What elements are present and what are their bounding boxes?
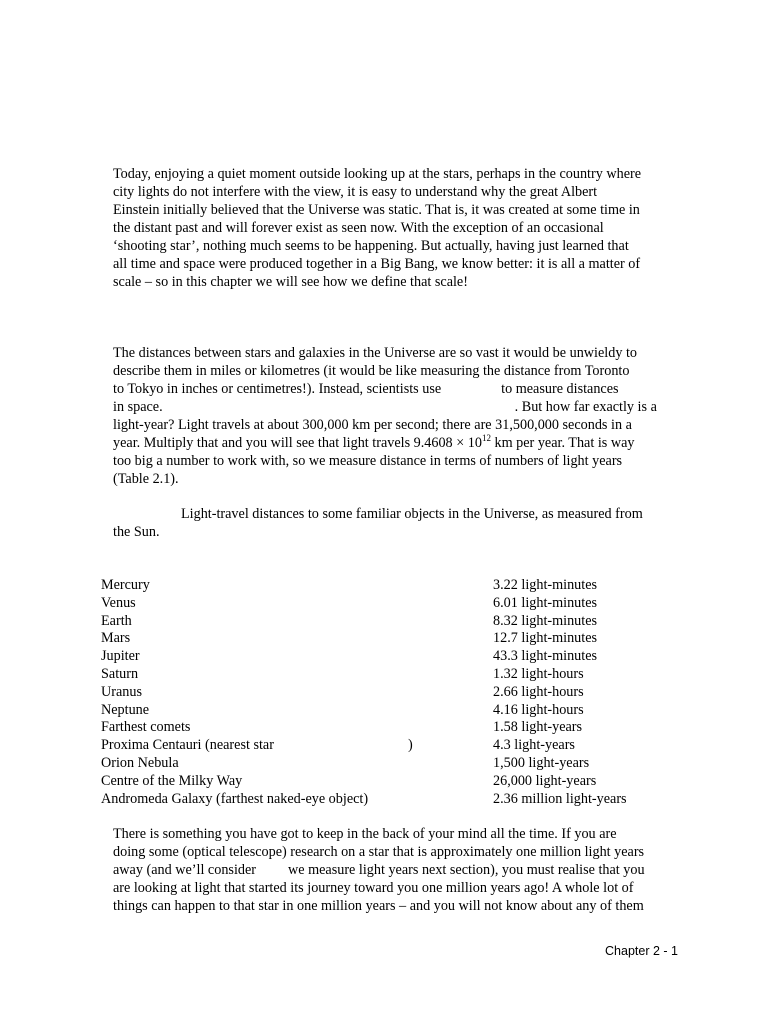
body-line: doing some (optical telescope) research on a star that is approximately one million light years [113, 844, 645, 860]
body-line [113, 434, 683, 452]
distance-cell: 1.58 light-years [493, 719, 583, 736]
caption-line [113, 505, 683, 523]
table-row [101, 737, 653, 755]
distance-table [101, 577, 653, 808]
body-line: are looking at light that started its journey toward you one million years ago! A whole lot of [113, 880, 634, 896]
object-cell: Uranus [101, 683, 142, 700]
table-row [101, 666, 653, 684]
table-row [101, 791, 653, 809]
body-line: light-year? Light travels at about 300,000 km per second; there are 31,500,000 seconds in a [113, 417, 632, 433]
body-text: km per year. That is way [490, 435, 635, 451]
body-text: in space. [113, 399, 163, 415]
table-row [101, 719, 653, 737]
body-line: There is something you have got to keep in the back of your mind all the time. If you are [113, 826, 617, 842]
body-text: away (and we’ll consider [113, 862, 256, 878]
distance-cell: 26,000 light-years [493, 772, 597, 789]
distance-cell: 3.22 light-minutes [493, 577, 598, 593]
page-footer: Chapter 2 - 1 [605, 944, 678, 958]
intro-line: scale – so in this chapter we will see how we define that scale! [113, 274, 468, 290]
distance-cell: 6.01 light-minutes [493, 594, 598, 611]
table-row [101, 577, 653, 595]
body-line: things can happen to that star in one million years – and you will not know about any of them [113, 898, 644, 914]
distance-cell: 8.32 light-minutes [493, 612, 598, 629]
table-row [101, 595, 653, 613]
object-cell: Neptune [101, 701, 150, 718]
object-cell: Venus [101, 594, 136, 611]
distance-cell: 43.3 light-minutes [493, 648, 598, 665]
body-text: to measure distances [501, 381, 619, 397]
caption-line: the Sun. [113, 524, 160, 540]
table-row [101, 630, 653, 648]
distance-cell: 1.32 light-hours [493, 665, 584, 682]
distance-cell: 2.66 light-hours [493, 683, 584, 700]
object-cell: Mars [101, 630, 131, 647]
intro-paragraph [113, 165, 683, 291]
distance-cell: 12.7 light-minutes [493, 630, 598, 647]
body-text: to Tokyo in inches or centimetres!). Instead, scientists use [113, 381, 442, 397]
body-line: The distances between stars and galaxies in the Universe are so vast it would be unwieldy to [113, 345, 638, 361]
intro-line: all time and space were produced together in a Big Bang, we know better: it is all a matter of [113, 256, 641, 272]
intro-line: Today, enjoying a quiet moment outside looking up at the stars, perhaps in the country where [113, 166, 642, 182]
body-text: we measure light years next section), you must realise that you [288, 862, 645, 878]
object-cell: Jupiter [101, 648, 140, 665]
object-text: Proxima Centauri (nearest star [101, 737, 274, 754]
body-text: . But how far exactly is a [514, 399, 657, 415]
distance-cell: 2.36 million light-years [493, 790, 627, 807]
object-cell: Orion Nebula [101, 754, 179, 771]
object-cell: Saturn [101, 665, 139, 682]
object-cell: Centre of the Milky Way [101, 772, 243, 789]
table-row [101, 613, 653, 631]
intro-line: Einstein initially believed that the Universe was static. That is, it was created at some time in [113, 202, 640, 218]
table-caption [113, 505, 683, 541]
intro-line: city lights do not interfere with the view, it is easy to understand why the great Albert [113, 184, 598, 200]
exponent: 12 [481, 433, 491, 443]
body-line: (Table 2.1). [113, 471, 179, 487]
body-line [113, 398, 683, 416]
distance-cell: 4.16 light-hours [493, 701, 584, 718]
body-line: too big a number to work with, so we measure distance in terms of numbers of light years [113, 453, 623, 469]
intro-line: the distant past and will forever exist as seen now. With the exception of an occasional [113, 220, 604, 236]
object-cell: Farthest comets [101, 719, 191, 736]
object-cell: Earth [101, 612, 132, 629]
caption-text: Light-travel distances to some familiar objects in the Universe, as measured from [181, 506, 643, 522]
table-row [101, 755, 653, 773]
table-row [101, 648, 653, 666]
intro-line: ‘shooting star’, nothing much seems to be happening. But actually, having just learned that [113, 238, 629, 254]
distances-paragraph [113, 344, 683, 488]
table-row [101, 684, 653, 702]
table-row [101, 702, 653, 720]
body-text: year. Multiply that and you will see that light travels 9.4608 × 10 [113, 435, 482, 451]
light-years-paragraph [113, 825, 683, 915]
body-line [113, 861, 683, 879]
body-line: describe them in miles or kilometres (it would be like measuring the distance from Toronto [113, 363, 630, 379]
distance-cell: 4.3 light-years [493, 737, 575, 754]
body-line [113, 380, 683, 398]
table-row [101, 773, 653, 791]
object-text-end: ) [407, 737, 413, 754]
distance-cell: 1,500 light-years [493, 754, 590, 771]
object-cell: Mercury [101, 577, 150, 593]
object-cell [101, 737, 493, 755]
object-cell: Andromeda Galaxy (farthest naked-eye object) [101, 790, 369, 807]
